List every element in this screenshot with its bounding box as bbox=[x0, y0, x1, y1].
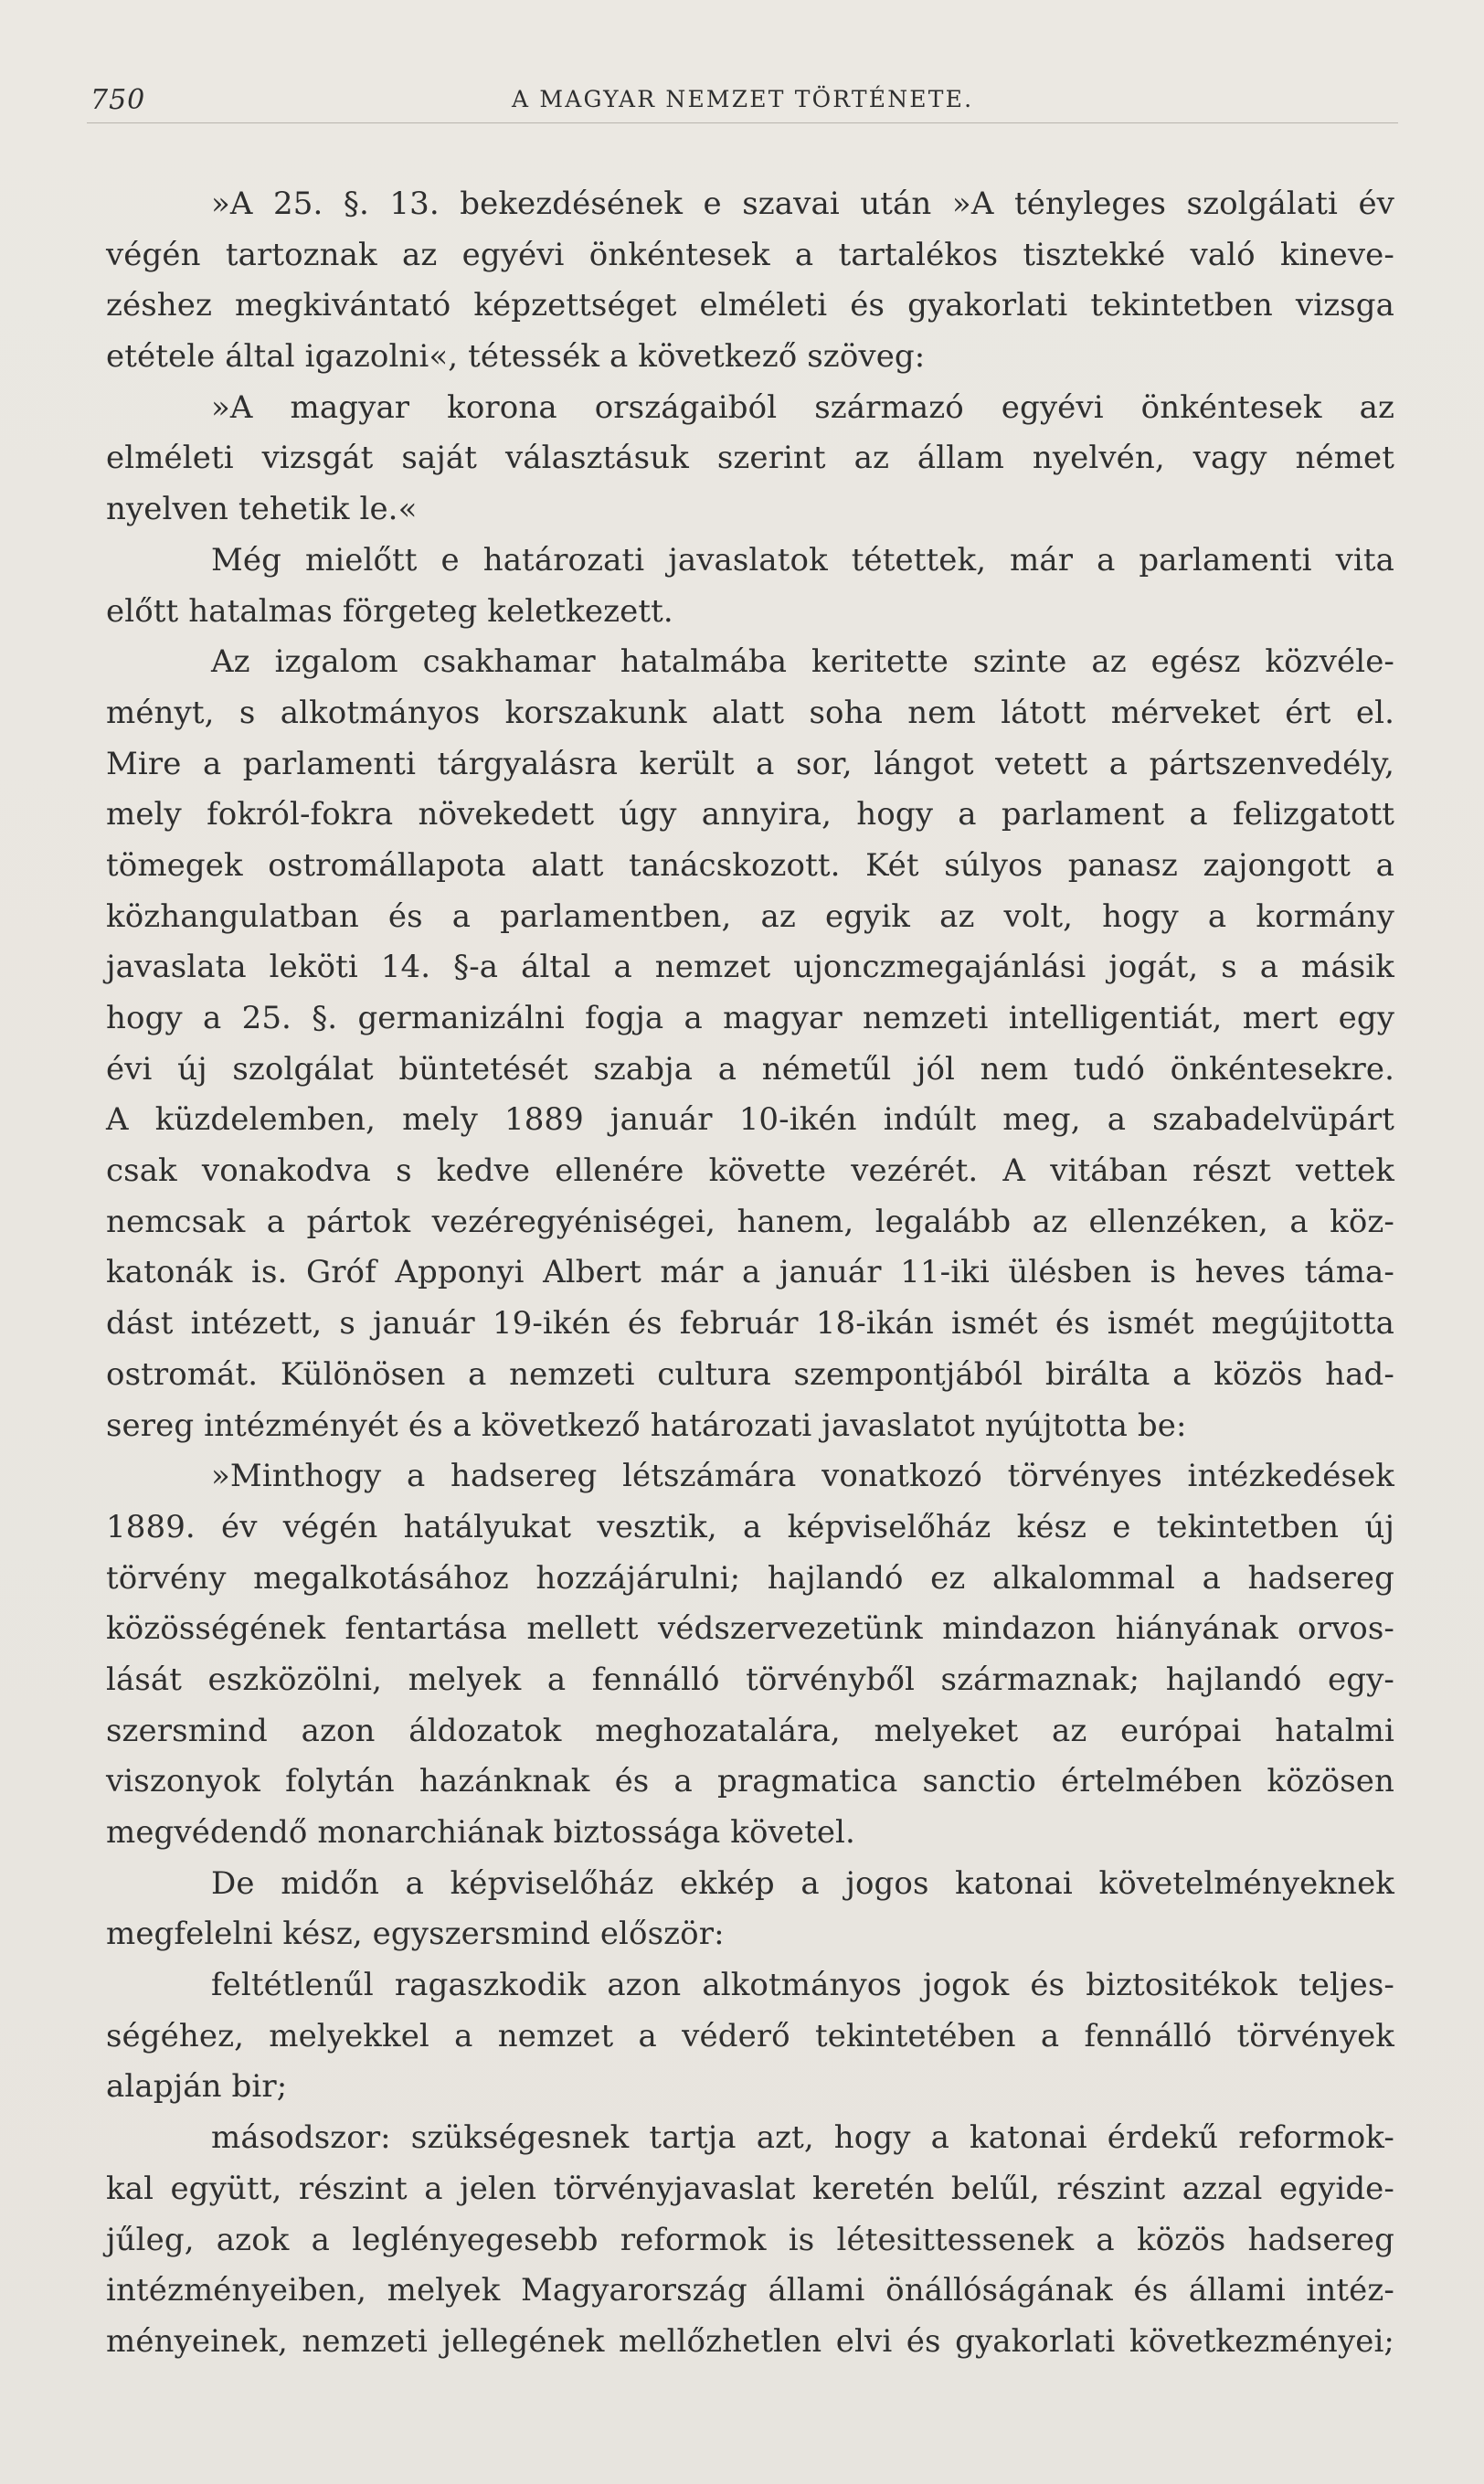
text-line: Az izgalom csakhamar hatalmába keritette szinte az egész közvéle- bbox=[211, 643, 1394, 681]
text-line: »A magyar korona országaiból származó egyévi önkéntesek az bbox=[211, 388, 1394, 426]
text-line: megfelelni kész, egyszersmind először: bbox=[106, 1916, 725, 1953]
text-line: feltétlenűl ragaszkodik azon alkotmányos jogok és biztositékok teljes- bbox=[211, 1967, 1394, 2004]
text-line: katonák is. Gróf Apponyi Albert már a január 11-iki ülésben is heves táma- bbox=[106, 1254, 1394, 1291]
body-text bbox=[106, 179, 1394, 2368]
text-line: sereg intézményét és a következő határozati javaslatot nyújtotta be: bbox=[106, 1407, 1187, 1444]
text-line: megvédendő monarchiának biztossága követel. bbox=[106, 1814, 855, 1851]
text-line: elméleti vizsgát saját választásuk szerint az állam nyelvén, vagy német bbox=[106, 440, 1394, 477]
text-line: ségéhez, melyekkel a nemzet a véderő tekintetében a fennálló törvények bbox=[106, 2017, 1394, 2054]
page-header bbox=[87, 75, 1398, 119]
text-line: jűleg, azok a leglényegesebb reformok is létesittessenek a közös hadsereg bbox=[106, 2221, 1394, 2258]
text-line: javaslata leköti 14. §-a által a nemzet ujonczmegajánlási jogát, s a másik bbox=[106, 949, 1394, 986]
text-line: mely fokról-fokra növekedett úgy annyira, hogy a parlament a felizgatott bbox=[106, 796, 1394, 833]
header-rule bbox=[87, 122, 1398, 123]
text-line: hogy a 25. §. germanizálni fogja a magyar nemzeti intelligentiát, mert egy bbox=[106, 1000, 1394, 1036]
running-title: A MAGYAR NEMZET TÖRTÉNETE. bbox=[512, 86, 974, 112]
text-line: másodszor: szükségesnek tartja azt, hogy a katonai érdekű reformok- bbox=[211, 2119, 1394, 2157]
text-line: De midőn a képviselőház ekkép a jogos katonai követelményeknek bbox=[211, 1864, 1394, 1902]
text-line: csak vonakodva s kedve ellenére követte vezérét. A vitában részt vettek bbox=[106, 1152, 1394, 1190]
text-line: etétele által igazolni«, tétessék a következő szöveg: bbox=[106, 338, 926, 376]
text-line: alapján bir; bbox=[106, 2068, 288, 2106]
text-line: előtt hatalmas förgeteg keletkezett. bbox=[106, 592, 673, 630]
text-line: szersmind azon áldozatok meghozatalára, melyeket az európai hatalmi bbox=[106, 1712, 1394, 1749]
text-line: nemcsak a pártok vezéregyéniségei, hanem, legalább az ellenzéken, a köz- bbox=[106, 1203, 1394, 1240]
text-line: ményeinek, nemzeti jellegének mellőzhetlen elvi és gyakorlati következményei; bbox=[106, 2322, 1394, 2360]
text-line: Még mielőtt e határozati javaslatok tétettek, már a parlamenti vita bbox=[211, 541, 1394, 579]
text-line: Mire a parlamenti tárgyalásra került a sor, lángot vetett a pártszenvedély, bbox=[106, 745, 1394, 782]
text-line: közösségének fentartása mellett védszervezetünk mindazon hiányának orvos- bbox=[106, 1610, 1394, 1648]
text-line: viszonyok folytán hazánknak és a pragmatica sanctio értelmében közösen bbox=[106, 1763, 1394, 1800]
text-line: közhangulatban és a parlamentben, az egyik az volt, hogy a kormány bbox=[106, 897, 1394, 935]
text-line: A küzdelemben, mely 1889 január 10-ikén indúlt meg, a szabadelvüpárt bbox=[106, 1101, 1394, 1139]
text-line: 1889. év végén hatályukat vesztik, a képviselőház kész e tekintetben új bbox=[106, 1508, 1394, 1545]
text-line: nyelven tehetik le.« bbox=[106, 491, 418, 528]
text-line: »Minthogy a hadsereg létszámára vonatkozó törvényes intézkedések bbox=[211, 1458, 1394, 1495]
text-line: végén tartoznak az egyévi önkéntesek a tartalékos tisztekké való kineve- bbox=[106, 236, 1394, 273]
text-line: »A 25. §. 13. bekezdésének e szavai után »A tényleges szolgálati év bbox=[211, 186, 1394, 222]
text-line: dást intézett, s január 19-ikén és február 18-ikán ismét és ismét megújitotta bbox=[106, 1305, 1394, 1343]
text-line: ostromát. Különösen a nemzeti cultura szempontjából birálta a közös had- bbox=[106, 1355, 1394, 1393]
text-line: évi új szolgálat büntetését szabja a németűl jól nem tudó önkéntesekre. bbox=[106, 1050, 1394, 1088]
text-line: zéshez megkivántató képzettséget elméleti és gyakorlati tekintetben vizsga bbox=[106, 287, 1394, 324]
text-line: törvény megalkotásához hozzájárulni; hajlandó ez alkalommal a hadsereg bbox=[106, 1559, 1394, 1597]
page-number: 750 bbox=[90, 84, 146, 116]
text-line: ményt, s alkotmányos korszakunk alatt soha nem látott mérveket ért el. bbox=[106, 694, 1394, 731]
text-line: kal együtt, részint a jelen törvényjavaslat keretén belűl, részint azzal egyide- bbox=[106, 2170, 1394, 2207]
text-line: lását eszközölni, melyek a fennálló törvényből származnak; hajlandó egy- bbox=[106, 1661, 1394, 1698]
text-line: tömegek ostromállapota alatt tanácskozott. Két súlyos panasz zajongott a bbox=[106, 846, 1394, 884]
text-line: intézményeiben, melyek Magyarország állami önállóságának és állami intéz- bbox=[106, 2272, 1394, 2309]
